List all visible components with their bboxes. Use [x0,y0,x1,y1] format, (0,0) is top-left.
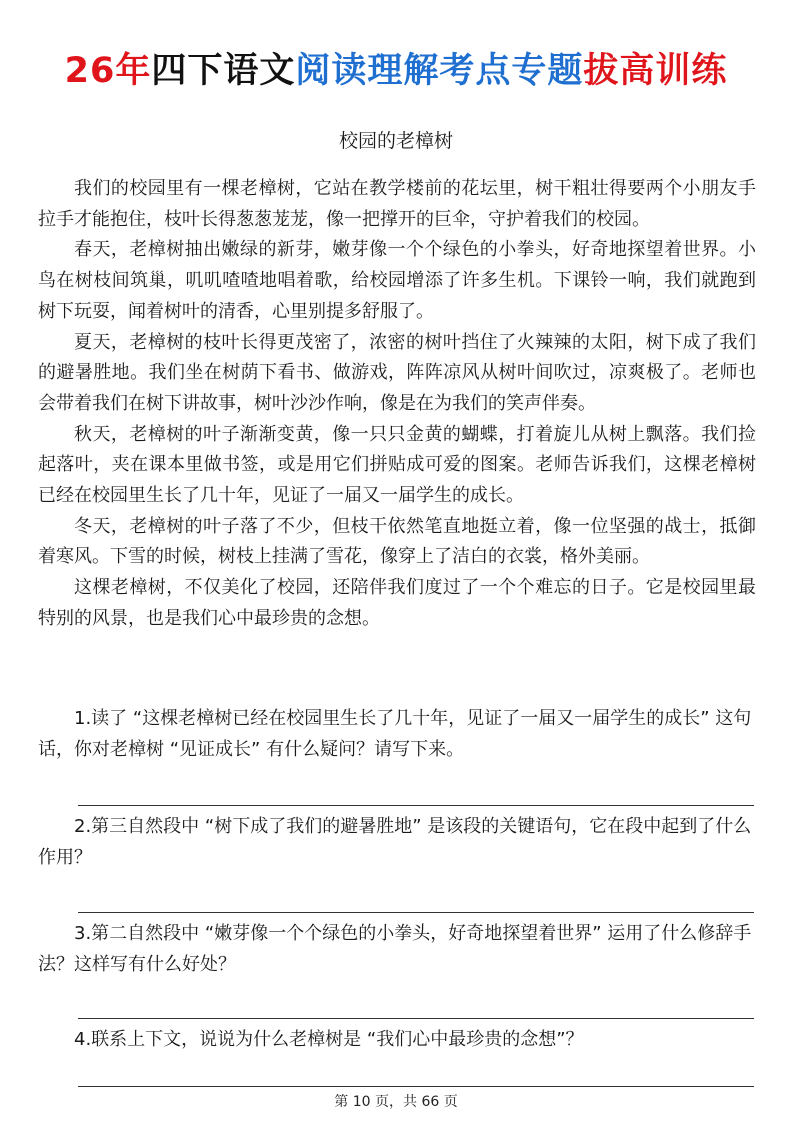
question-text: 2.第三自然段中 “树下成了我们的避暑胜地” 是该段的关键语句，它在段中起到了什么作用？ [38,816,752,869]
banner-heading [0,46,792,96]
answer-line[interactable] [78,765,754,806]
question-text: 4.联系上下文，说说为什么老樟树是 “我们心中最珍贵的念想”？ [74,1029,584,1051]
article-paragraph: 秋天，老樟树的叶子渐渐变黄，像一只只金黄的蝴蝶，打着旋儿从树上飘落。我们捡起落叶，夹在课本里做书签，或是用它们拼贴成可爱的图案。老师告诉我们，这棵老樟树已经在校园里生长了几十年，见证了一届又一届学生的成长。 [38,423,756,507]
question-item [38,704,756,806]
banner-level: 拔高训练 [583,51,728,91]
page-number: 第 10 页，共 66 页 [334,1094,458,1110]
article-paragraph: 冬天，老樟树的叶子落了不少，但枝干依然笔直地挺立着，像一位坚强的战士，抵御着寒风。下雪的时候，树枝上挂满了雪花，像穿上了洁白的衣裳，格外美丽。 [38,515,756,568]
article-body [38,174,756,635]
question-text: 3.第二自然段中 “嫩芽像一个个绿色的小拳头，好奇地探望着世界” 运用了什么修辞手法？这样写有什么好处？ [38,922,752,975]
question-item [38,812,756,912]
article-paragraph: 这棵老樟树，不仅美化了校园，还陪伴我们度过了一个个难忘的日子。它是校园里最特别的风景，也是我们心中最珍贵的念想。 [38,577,756,629]
article-paragraph: 春天，老樟树抽出嫩绿的新芽，嫩芽像一个个绿色的小拳头，好奇地探望着世界。小鸟在树枝间筑巢，叽叽喳喳地唱着歌，给校园增添了许多生机。下课铃一响，我们就跑到树下玩耍，闻着树叶的清香，心里别提多舒服了。 [38,239,756,322]
answer-line[interactable] [78,1056,754,1087]
banner-grade: 四下语文 [151,51,296,91]
question-item [38,1025,756,1087]
question-item [38,919,756,1019]
answer-line[interactable] [78,874,754,913]
answer-line[interactable] [78,980,754,1019]
question-text: 1.读了 “这棵老樟树已经在校园里生长了几十年，见证了一届又一届学生的成长” 这句话，你对老樟树 “见证成长” 有什么疑问？请写下来。 [38,708,752,760]
banner-year: 26年 [64,51,152,91]
banner-topic: 阅读理解考点专题 [295,51,584,91]
article-title: 校园的老樟树 [338,130,453,152]
question-list [38,704,756,1087]
article-paragraph: 我们的校园里有一棵老樟树，它站在教学楼前的花坛里，树干粗壮得要两个小朋友手拉手才能抱住，枝叶长得葱葱茏茏，像一把撑开的巨伞，守护着我们的校园。 [38,178,756,230]
article-paragraph: 夏天，老樟树的枝叶长得更茂密了，浓密的树叶挡住了火辣辣的太阳，树下成了我们的避暑胜地。我们坐在树荫下看书、做游戏，阵阵凉风从树叶间吹过，凉爽极了。老师也会带着我们在树下讲故事，树叶沙沙作响，像是在为我们的笑声伴奏。 [38,331,756,414]
